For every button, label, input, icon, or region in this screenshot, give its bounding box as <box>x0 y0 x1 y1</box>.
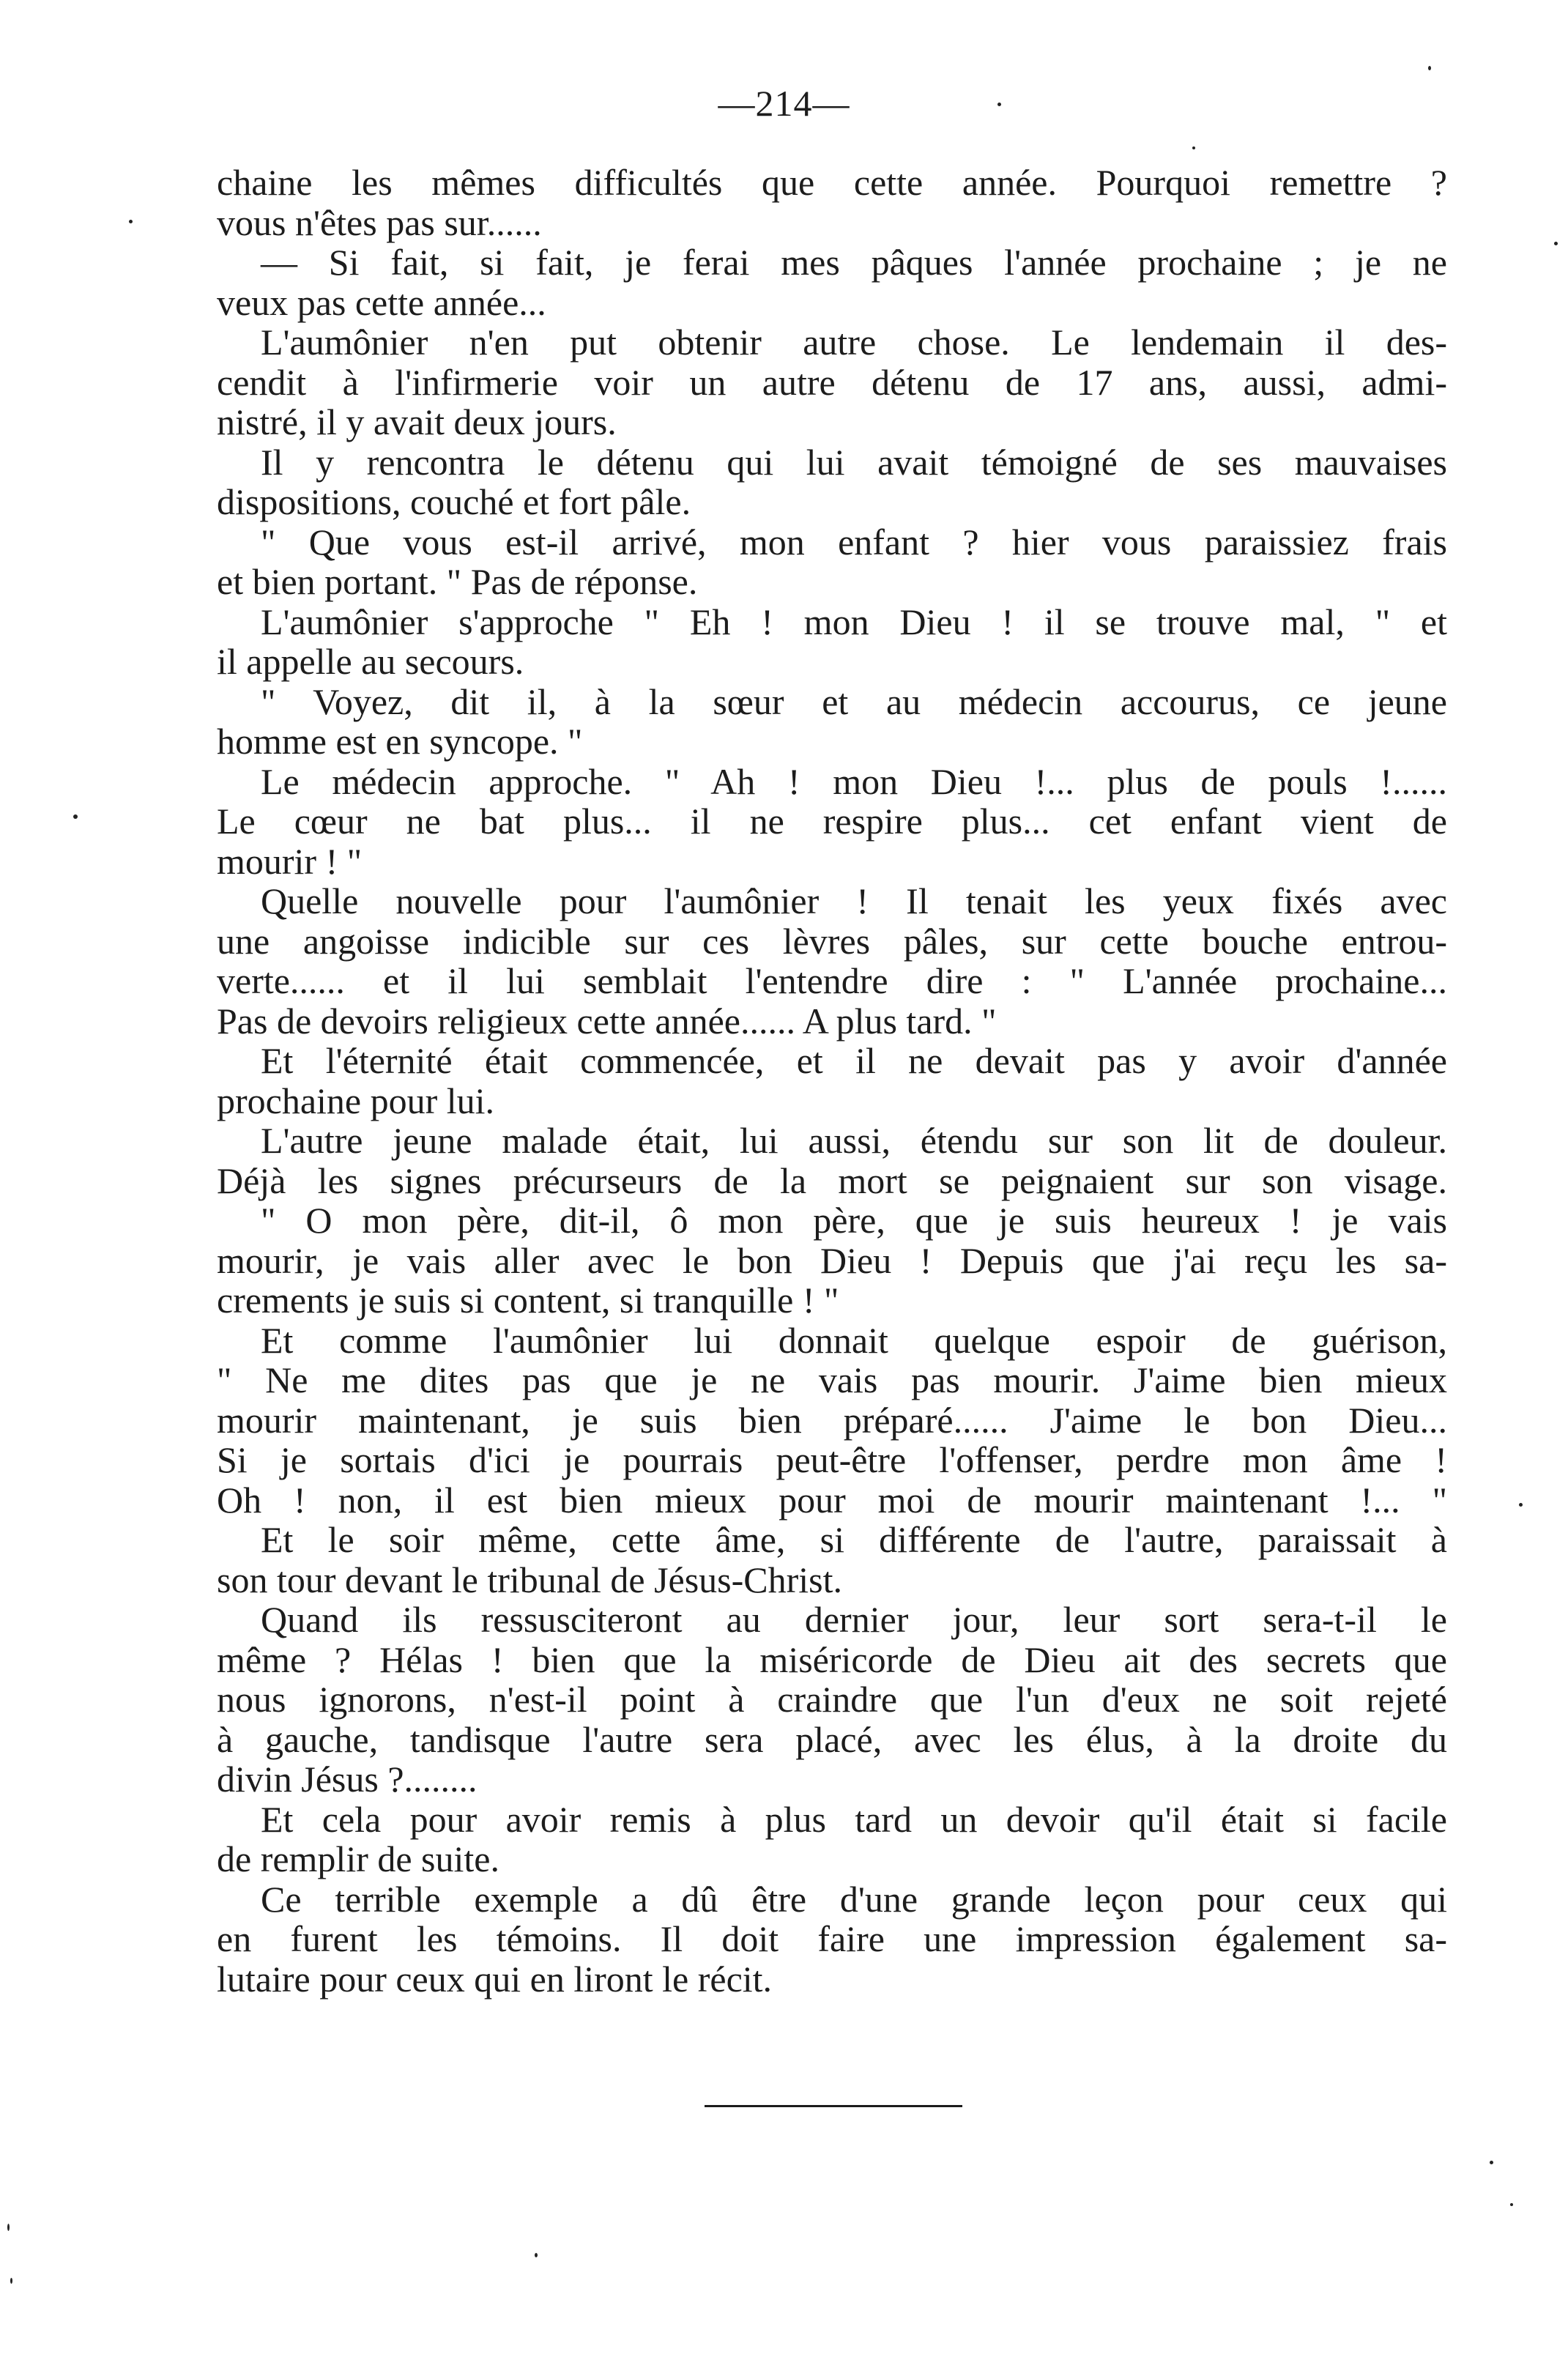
text-line: " Ne me dites pas que je ne vais pas mourir. J'aime bien mieux <box>217 1359 1447 1400</box>
text-line: et bien portant. " Pas de réponse. <box>217 561 698 602</box>
text-line: chaine les mêmes difficultés que cette année. Pourquoi remettre ? <box>217 162 1447 203</box>
text-line: divin Jésus ?........ <box>217 1759 478 1800</box>
text-line: Déjà les signes précurseurs de la mort se peignaient sur son visage. <box>217 1159 1447 1201</box>
text-line: L'autre jeune malade était, lui aussi, étendu sur son lit de douleur. <box>261 1120 1447 1161</box>
text-line: nous ignorons, n'est-il point à craindre que l'un d'eux ne soit rejeté <box>217 1679 1447 1720</box>
ink-speck <box>1428 66 1431 70</box>
text-line: Ce terrible exemple a dû être d'une grande leçon pour ceux qui <box>261 1878 1447 1920</box>
text-line: homme est en syncope. " <box>217 721 583 762</box>
text-line: en furent les témoins. Il doit faire une impression également sa- <box>217 1918 1447 1959</box>
ink-speck <box>1490 2161 1493 2164</box>
text-line: L'aumônier n'en put obtenir autre chose. Le lendemain il des- <box>261 322 1447 363</box>
text-line: veux pas cette année... <box>217 281 546 323</box>
text-line: Le médecin approche. " Ah ! mon Dieu !... plus de pouls !...... <box>261 760 1447 802</box>
ink-speck <box>1554 242 1558 245</box>
text-line: — Si fait, si fait, je ferai mes pâques l'année prochaine ; je ne <box>261 242 1447 283</box>
text-line: Et comme l'aumônier lui donnait quelque espoir de guérison, <box>261 1319 1447 1361</box>
text-line: prochaine pour lui. <box>217 1080 495 1121</box>
ink-speck <box>1192 146 1195 149</box>
text-line: " Voyez, dit il, à la sœur et au médecin accourus, ce jeune <box>261 680 1447 722</box>
text-line: lutaire pour ceux qui en liront le récit. <box>217 1958 773 2000</box>
text-line: crements je suis si content, si tranquille ! " <box>217 1280 839 1321</box>
text-line: Et le soir même, cette âme, si différente de l'autre, paraissait à <box>261 1519 1447 1560</box>
text-line: verte...... et il lui semblait l'entendre dire : " L'année prochaine... <box>217 960 1447 1001</box>
text-line: il appelle au secours. <box>217 641 524 682</box>
text-line: Quand ils ressusciteront au dernier jour, leur sort sera-t-il le <box>261 1599 1447 1640</box>
text-line: même ? Hélas ! bien que la miséricorde de Dieu ait des secrets que <box>217 1638 1447 1680</box>
ink-speck <box>10 2278 12 2284</box>
text-line: " Que vous est-il arrivé, mon enfant ? hier vous paraissiez frais <box>261 521 1447 563</box>
text-line: Si je sortais d'ici je pourrais peut-être l'offenser, perdre mon âme ! <box>217 1439 1447 1480</box>
text-line: mourir maintenant, je suis bien préparé...... J'aime le bon Dieu... <box>217 1399 1447 1441</box>
text-line: " O mon père, dit-il, ô mon père, que je suis heureux ! je vais <box>261 1200 1447 1241</box>
section-separator <box>705 2105 962 2107</box>
text-line: mourir ! " <box>217 840 363 882</box>
ink-speck <box>535 2253 538 2257</box>
text-line: dispositions, couché et fort pâle. <box>217 481 691 522</box>
text-line: nistré, il y avait deux jours. <box>217 401 617 442</box>
text-line: Et cela pour avoir remis à plus tard un devoir qu'il était si facile <box>261 1798 1447 1840</box>
text-line: de remplir de suite. <box>217 1838 499 1879</box>
text-line: Il y rencontra le détenu qui lui avait témoigné de ses mauvaises <box>261 441 1447 483</box>
ink-speck <box>1510 2203 1513 2206</box>
text-line: Pas de devoirs religieux cette année...... A plus tard. " <box>217 1000 997 1042</box>
text-line: L'aumônier s'approche " Eh ! mon Dieu ! il se trouve mal, " et <box>261 601 1447 642</box>
ink-speck <box>73 814 78 819</box>
text-line: Et l'éternité était commencée, et il ne devait pas y avoir d'année <box>261 1040 1447 1081</box>
text-line: cendit à l'infirmerie voir un autre détenu de 17 ans, aussi, admi- <box>217 361 1447 403</box>
page-number: —214— <box>718 83 850 124</box>
text-line: mourir, je vais aller avec le bon Dieu ! Depuis que j'ai reçu les sa- <box>217 1239 1447 1281</box>
ink-speck <box>7 2224 10 2231</box>
ink-speck <box>997 103 1001 106</box>
text-line: une angoisse indicible sur ces lèvres pâles, sur cette bouche entrou- <box>217 920 1447 962</box>
body-text <box>217 163 1447 1999</box>
text-line: à gauche, tandisque l'autre sera placé, avec les élus, à la droite du <box>217 1718 1447 1760</box>
ink-speck <box>129 220 133 223</box>
text-line: Le cœur ne bat plus... il ne respire plus... cet enfant vient de <box>217 801 1447 842</box>
text-line: Oh ! non, il est bien mieux pour moi de mourir maintenant !... " <box>217 1479 1447 1521</box>
text-line: Quelle nouvelle pour l'aumônier ! Il tenait les yeux fixés avec <box>261 880 1447 921</box>
text-line: son tour devant le tribunal de Jésus-Christ. <box>217 1559 843 1600</box>
text-line: vous n'êtes pas sur...... <box>217 201 542 243</box>
ink-speck <box>1519 1503 1523 1507</box>
